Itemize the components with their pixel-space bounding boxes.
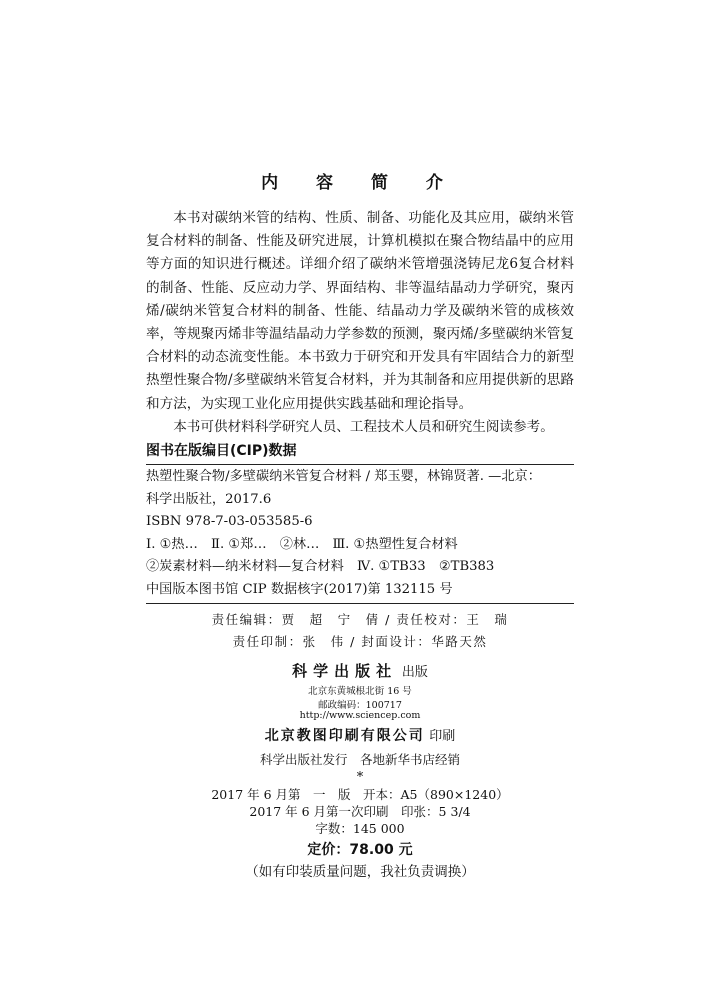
cip-line: ISBN 978-7-03-053585-6	[146, 514, 313, 530]
divider	[146, 603, 574, 604]
cip-line: 热塑性聚合物/多壁碳纳米管复合材料 / 郑玉婴，林锦贤著. —北京：	[146, 469, 541, 484]
cip-data	[146, 466, 574, 602]
printer-line	[0, 725, 720, 745]
quality-notice: （如有印装质量问题，我社负责调换）	[245, 864, 475, 880]
cip-heading: 图书在版编目(CIP)数据	[146, 443, 297, 459]
edition-line: 字数：145 000	[315, 821, 405, 836]
publisher-line	[0, 660, 720, 681]
distribution-line: 科学出版社发行 各地新华书店经销	[259, 752, 460, 767]
credits-production: 责任印制：张 伟 / 封面设计：华路天然	[232, 634, 488, 649]
book-summary	[146, 207, 574, 439]
publisher-website: http://www.sciencep.com	[299, 710, 421, 721]
cip-line: Ⅰ. ①热… Ⅱ. ①郑… ②林… Ⅲ. ①热塑性复合材料	[146, 536, 458, 552]
price: 定价：78.00 元	[307, 842, 413, 858]
printer-name: 北京教图印刷有限公司	[264, 728, 425, 744]
publisher-address: 北京东黄城根北街 16 号	[308, 686, 412, 697]
publisher-suffix: 出版	[401, 665, 428, 680]
separator-asterisk: *	[356, 770, 364, 785]
publisher-name: 科学出版社	[292, 662, 398, 680]
summary-paragraph: 本书可供材料科学研究人员、工程技术人员和研究生阅读参考。	[173, 418, 554, 435]
printer-suffix: 印刷	[429, 729, 456, 744]
credits-editors: 责任编辑：贾 超 宁 倩 / 责任校对：王 瑞	[211, 612, 509, 627]
divider	[146, 464, 574, 465]
cip-line: 中国版本图书馆 CIP 数据核字(2017)第 132115 号	[146, 581, 453, 597]
cip-line: ②炭素材料—纳米材料—复合材料 Ⅳ. ①TB33 ②TB383	[146, 559, 495, 575]
page-title: 内 容 简 介	[261, 173, 459, 193]
edition-line: 2017 年 6 月第一次印刷 印张：5 3/4	[249, 804, 471, 819]
cip-line: 科学出版社，2017.6	[146, 491, 272, 507]
edition-line: 2017 年 6 月第 一 版 开本：A5（890×1240）	[211, 787, 509, 802]
publisher-postcode: 邮政编码：100717	[318, 700, 402, 711]
summary-paragraph: 本书对碳纳米管的结构、性质、制备、功能化及其应用，碳纳米管复合材料的制备、性能及研究进展，计算机模拟在聚合物结晶中的应用等方面的知识进行概述。详细介绍了碳纳米管增强浇铸尼龙6复合材料的制备、性能、反应动力学、界面结构、非等温结晶动力学研究，聚丙烯/碳纳米管复合材料的制备、性能、结晶动力学及碳纳米管的成核效率，等规聚丙烯非等温结晶动力学参数的预测，聚丙烯/多壁碳纳米管复合材料的动态流变性能。本书致力于研究和开发具有牢固结合力的新型热塑性聚合物/多壁碳纳米管复合材料，并为其制备和应用提供新的思路和方法，为实现工业化应用提供实践基础和理论指导。	[146, 210, 574, 412]
